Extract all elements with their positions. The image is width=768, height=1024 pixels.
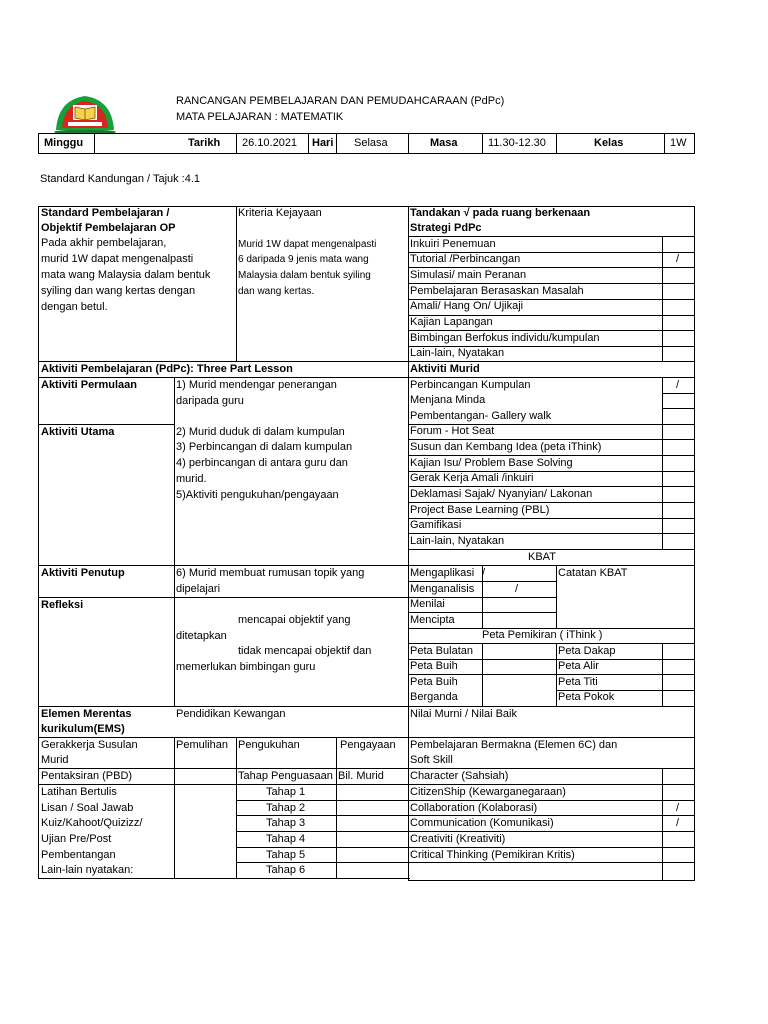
strategi-heading: Strategi PdPc bbox=[410, 222, 482, 234]
kbat-item: Menilai bbox=[410, 598, 445, 610]
strategi-item: Tutorial /Perbincangan bbox=[410, 253, 521, 265]
school-logo bbox=[52, 92, 118, 134]
skill-item: Character (Sahsiah) bbox=[410, 770, 509, 782]
bil-murid-label: Bil. Murid bbox=[338, 770, 384, 782]
murid-item: Project Base Learning (PBL) bbox=[410, 504, 550, 516]
kelas-value: 1W bbox=[670, 137, 687, 149]
gerak-label: Gerakkerja Susulan bbox=[41, 739, 138, 751]
murid-item: Susun dan Kembang Idea (peta iThink) bbox=[410, 441, 602, 453]
pbd-method: Pembentangan bbox=[41, 849, 116, 861]
strategi-item: Lain-lain, Nyatakan bbox=[410, 347, 505, 359]
kbat-item: Mencipta bbox=[410, 614, 455, 626]
murid-item: Perbincangan Kumpulan bbox=[410, 379, 531, 391]
skill-item: Critical Thinking (Pemikiran Kritis) bbox=[410, 849, 575, 861]
pengayaan-label: Pengayaan bbox=[340, 739, 396, 751]
murid-item: Gerak Kerja Amali /inkuiri bbox=[410, 472, 534, 484]
peta-heading: Peta Pemikiran ( iThink ) bbox=[482, 629, 603, 641]
pbd-method: Lisan / Soal Jawab bbox=[41, 802, 134, 814]
kbat-mark[interactable]: / bbox=[515, 583, 519, 595]
utama-text: murid. bbox=[176, 473, 207, 485]
penutup-text: 6) Murid membuat rumusan topik yang bbox=[176, 567, 365, 579]
kbat-heading: KBAT bbox=[528, 551, 556, 563]
peta-left-item: Peta Buih bbox=[410, 660, 458, 672]
pbd-label: Pentaksiran (PBD) bbox=[41, 770, 133, 782]
ems-value: Pendidikan Kewangan bbox=[176, 708, 286, 720]
utama-text: 2) Murid duduk di dalam kumpulan bbox=[176, 426, 345, 438]
document-title: RANCANGAN PEMBELAJARAN DAN PEMUDAHCARAAN (PdPc) bbox=[176, 95, 505, 107]
gerak-label: Murid bbox=[41, 754, 69, 766]
skill-item: Communication (Komunikasi) bbox=[410, 817, 554, 829]
murid-item: Pembentangan- Gallery walk bbox=[410, 410, 552, 422]
skill-mark[interactable]: / bbox=[676, 817, 680, 829]
sp-heading-1: Standard Pembelajaran / bbox=[41, 207, 170, 219]
pbd-method: Lain-lain nyatakan: bbox=[41, 864, 134, 876]
sp-text-line: murid 1W dapat mengenalpasti bbox=[41, 253, 194, 265]
kk-text-line: Murid 1W dapat mengenalpasti bbox=[238, 239, 377, 250]
minggu-label: Minggu bbox=[44, 137, 84, 149]
murid-item: Gamifikasi bbox=[410, 519, 462, 531]
peta-right-item: Peta Titi bbox=[558, 676, 598, 688]
murid-mark[interactable]: / bbox=[676, 379, 680, 391]
aktiviti-heading: Aktiviti Pembelajaran (PdPc): Three Part Lesson bbox=[41, 363, 293, 375]
skill-item: CitizenShip (Kewarganegaraan) bbox=[410, 786, 566, 798]
sp-text-line: syiling dan wang kertas dengan bbox=[41, 285, 196, 297]
sp-heading-2: Objektif Pembelajaran OP bbox=[41, 222, 176, 234]
masa-value: 11.30-12.30 bbox=[488, 137, 546, 149]
tahap-item: Tahap 2 bbox=[266, 802, 306, 814]
utama-label: Aktiviti Utama bbox=[41, 426, 115, 438]
tahap-heading: Tahap Penguasaan bbox=[238, 770, 333, 782]
penutup-text: dipelajari bbox=[176, 583, 221, 595]
utama-text: 5)Aktiviti pengukuhan/pengayaan bbox=[176, 489, 339, 501]
murid-item: Menjana Minda bbox=[410, 394, 486, 406]
peta-right-item: Peta Dakap bbox=[558, 645, 616, 657]
murid-item: Deklamasi Sajak/ Nyanyian/ Lakonan bbox=[410, 488, 593, 500]
murid-item: Forum - Hot Seat bbox=[410, 425, 495, 437]
kbat-item: Menganalisis bbox=[410, 583, 475, 595]
peta-left-item: Peta Bulatan bbox=[410, 645, 473, 657]
subject-line: MATA PELAJARAN : MATEMATIK bbox=[176, 111, 344, 123]
hari-value: Selasa bbox=[354, 137, 388, 149]
utama-text: 4) perbincangan di antara guru dan bbox=[176, 457, 348, 469]
strategi-item: Pembelajaran Berasaskan Masalah bbox=[410, 285, 584, 297]
kk-heading: Kriteria Kejayaan bbox=[238, 207, 322, 219]
masa-label: Masa bbox=[430, 137, 458, 149]
skill-item: Creativiti (Kreativiti) bbox=[410, 833, 506, 845]
ems-label: Elemen Merentas bbox=[41, 708, 132, 720]
peta-right-item: Peta Alir bbox=[558, 660, 599, 672]
pengukuhan-label: Pengukuhan bbox=[238, 739, 300, 751]
tarikh-value: 26.10.2021 bbox=[242, 137, 298, 149]
catatan-kbat: Catatan KBAT bbox=[558, 567, 628, 579]
nilai-label: Nilai Murni / Nilai Baik bbox=[410, 708, 517, 720]
peta-right-item: Peta Pokok bbox=[558, 691, 615, 703]
strategi-item: Amali/ Hang On/ Ujikaji bbox=[410, 300, 524, 312]
kelas-label: Kelas bbox=[594, 137, 624, 149]
permulaan-text: daripada guru bbox=[176, 395, 244, 407]
permulaan-text: 1) Murid mendengar penerangan bbox=[176, 379, 337, 391]
murid-item: Kajian Isu/ Problem Base Solving bbox=[410, 457, 573, 469]
peta-left-item: Peta Buih bbox=[410, 676, 458, 688]
utama-text: 3) Perbincangan di dalam kumpulan bbox=[176, 441, 353, 453]
strategi-mark[interactable]: / bbox=[676, 253, 680, 265]
hari-label: Hari bbox=[312, 137, 334, 149]
refleksi-text: tidak mencapai objektif dan bbox=[238, 645, 372, 657]
pemulihan-label: Pemulihan bbox=[176, 739, 228, 751]
strategi-item: Inkuiri Penemuan bbox=[410, 238, 496, 250]
sp-text-line: Pada akhir pembelajaran, bbox=[41, 237, 167, 249]
bermakna-label: Pembelajaran Bermakna (Elemen 6C) dan bbox=[410, 739, 618, 751]
kk-text-line: 6 daripada 9 jenis mata wang bbox=[238, 254, 369, 265]
tahap-item: Tahap 5 bbox=[266, 849, 306, 861]
kbat-item: Mengaplikasi bbox=[410, 567, 475, 579]
refleksi-text: memerlukan bimbingan guru bbox=[176, 661, 316, 673]
tahap-item: Tahap 6 bbox=[266, 864, 306, 876]
strategi-item: Bimbingan Berfokus individu/kumpulan bbox=[410, 332, 600, 344]
skill-mark[interactable]: / bbox=[676, 802, 680, 814]
skill-item: Collaboration (Kolaborasi) bbox=[410, 802, 538, 814]
sp-text-line: mata wang Malaysia dalam bentuk bbox=[41, 269, 211, 281]
kbat-mark[interactable]: / bbox=[482, 567, 486, 579]
refleksi-text: ditetapkan bbox=[176, 630, 227, 642]
pbd-method: Kuiz/Kahoot/Quizizz/ bbox=[41, 817, 143, 829]
aktiviti-murid-heading: Aktiviti Murid bbox=[410, 363, 480, 375]
permulaan-label: Aktiviti Permulaan bbox=[41, 379, 137, 391]
ems-label: kurikulum(EMS) bbox=[41, 723, 125, 735]
tarikh-label: Tarikh bbox=[188, 137, 221, 149]
murid-item: Lain-lain, Nyatakan bbox=[410, 535, 505, 547]
standard-kandungan: Standard Kandungan / Tajuk :4.1 bbox=[40, 173, 201, 185]
refleksi-text: mencapai objektif yang bbox=[238, 614, 351, 626]
refleksi-label: Refleksi bbox=[41, 599, 84, 611]
bermakna-label: Soft Skill bbox=[410, 754, 453, 766]
sp-text-line: dengan betul. bbox=[41, 301, 108, 313]
strategi-item: Kajian Lapangan bbox=[410, 316, 493, 328]
penutup-label: Aktiviti Penutup bbox=[41, 567, 125, 579]
tahap-item: Tahap 1 bbox=[266, 786, 306, 798]
kk-text-line: dan wang kertas. bbox=[238, 286, 315, 297]
peta-left-item: Berganda bbox=[410, 691, 458, 703]
strategi-item: Simulasi/ main Peranan bbox=[410, 269, 527, 281]
pbd-method: Latihan Bertulis bbox=[41, 786, 117, 798]
tahap-item: Tahap 3 bbox=[266, 817, 306, 829]
kk-text-line: Malaysia dalam bentuk syiling bbox=[238, 270, 371, 281]
tahap-item: Tahap 4 bbox=[266, 833, 306, 845]
pbd-method: Ujian Pre/Post bbox=[41, 833, 112, 845]
tandakan-heading: Tandakan √ pada ruang berkenaan bbox=[410, 207, 591, 219]
